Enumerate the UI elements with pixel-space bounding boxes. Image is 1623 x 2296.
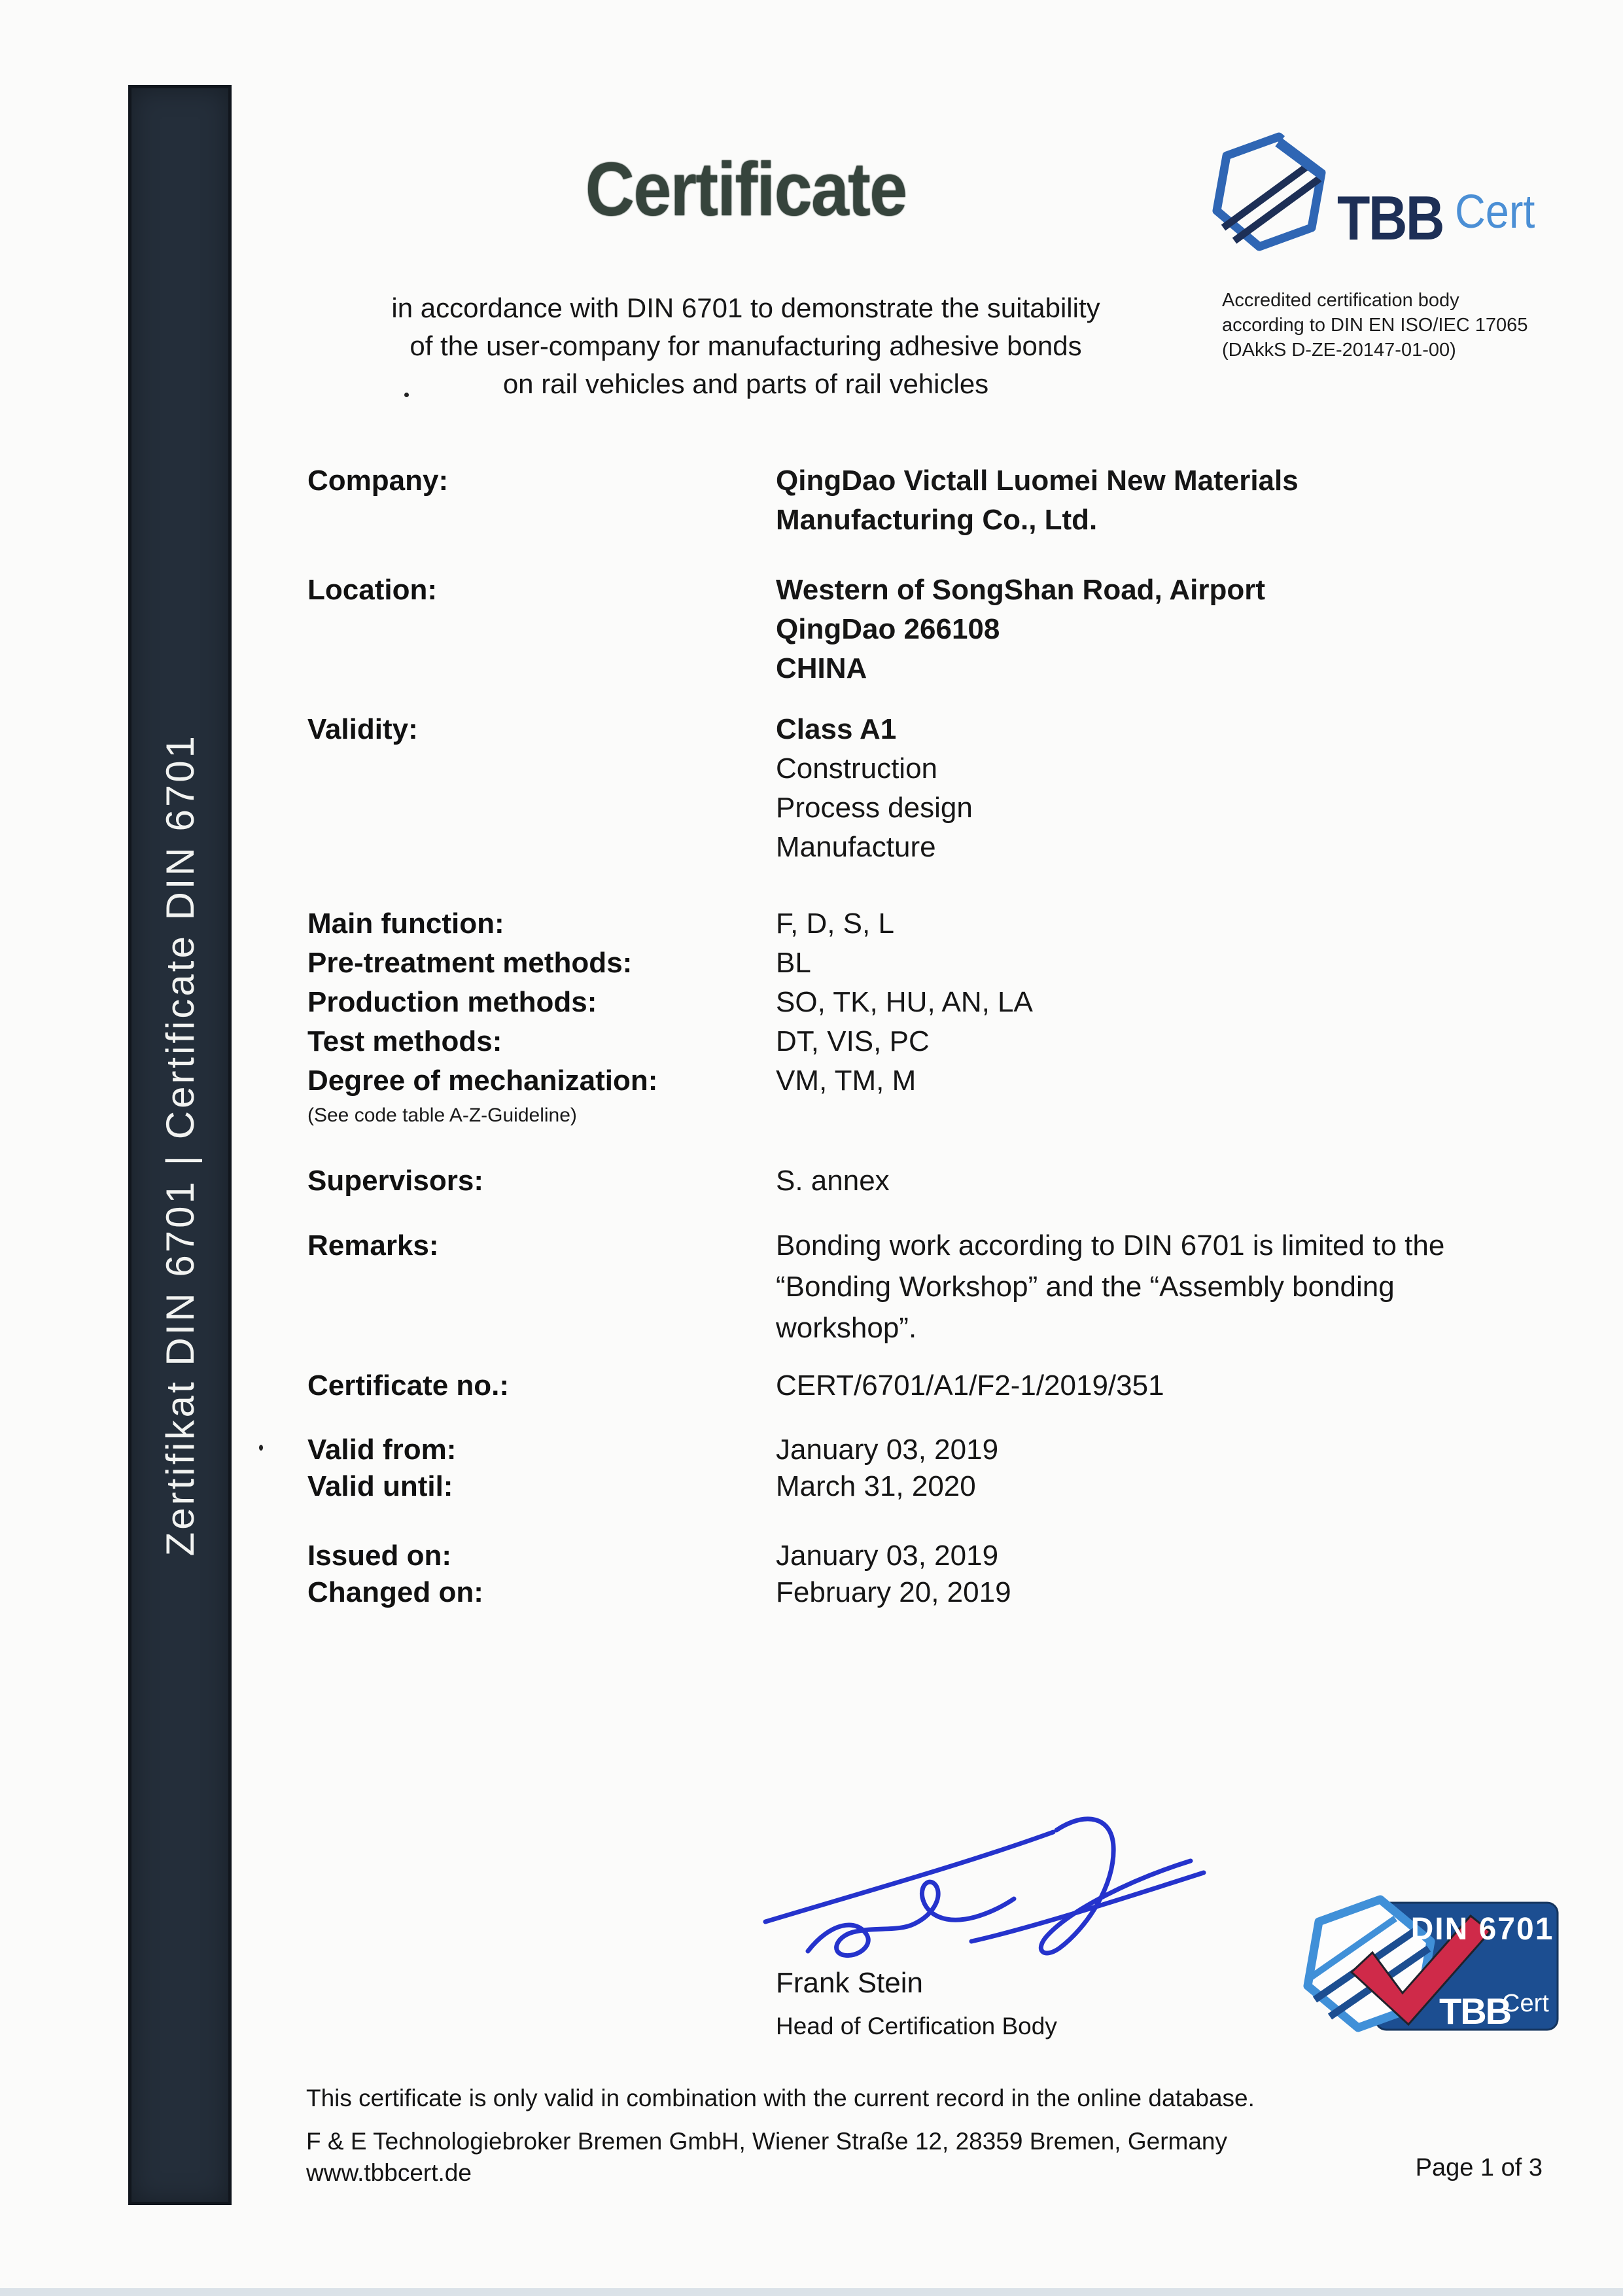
din6701-badge-icon: [1274, 1888, 1562, 2042]
logo-brand: TBB: [1337, 183, 1443, 253]
scan-edge-strip: [0, 2288, 1623, 2296]
badge-din-label: DIN 6701: [1410, 1912, 1554, 1947]
field-row-main-function: Main function: F, D, S, L: [307, 908, 894, 940]
field-row-validity: [307, 710, 1505, 867]
code-table-note: (See code table A-Z-Guideline): [307, 1104, 577, 1126]
field-value: QingDao Victall Luomei New Materials Manufacturing Co., Ltd.: [776, 465, 1299, 536]
signature-icon: [746, 1801, 1243, 1977]
signer-role: Head of Certification Body: [776, 2013, 1057, 2040]
field-row-pre-treatment: Pre-treatment methods: BL: [307, 947, 811, 979]
hexagon-logo-icon: [1212, 130, 1331, 255]
footer-company-line: F & E Technologiebroker Bremen GmbH, Wiener Straße 12, 28359 Bremen, Germany: [306, 2128, 1228, 2155]
footer-website: www.tbbcert.de: [306, 2159, 472, 2186]
field-row-remarks: Remarks: Bonding work according to DIN 6701 is limited to the “Bonding Workshop” and the “Assembly bonding workshop”.: [307, 1225, 1505, 1349]
accreditation-line: (DAkkS D-ZE-20147-01-00): [1222, 340, 1456, 361]
accreditation-line: Accredited certification body: [1222, 290, 1459, 311]
scan-artifact-dot: [259, 1445, 263, 1451]
field-row-valid-until: Valid until: March 31, 2020: [307, 1470, 976, 1502]
accreditation-line: according to DIN EN ISO/IEC 17065: [1222, 315, 1528, 336]
subtitle-line: in accordance with DIN 6701 to demonstrate the suitability: [391, 292, 1100, 323]
signer-name: Frank Stein: [776, 1967, 923, 1999]
field-row-production: Production methods: SO, TK, HU, AN, LA: [307, 986, 1033, 1018]
logo-wordmark: [1337, 183, 1544, 253]
field-label: Validity:: [307, 713, 418, 745]
scan-artifact-dot: [404, 393, 409, 397]
subtitle-line: of the user-company for manufacturing adhesive bonds: [410, 330, 1082, 361]
sidebar-vertical-label: Zertifikat DIN 6701 | Certificate DIN 6701: [158, 733, 202, 1557]
field-row-valid-from: Valid from: January 03, 2019: [307, 1434, 999, 1466]
field-row-issued-on: Issued on: January 03, 2019: [307, 1540, 999, 1572]
field-value: Bonding work according to DIN 6701 is limited to the “Bonding Workshop” and the “Assembly bonding workshop”.: [776, 1229, 1445, 1344]
field-row-company: [307, 461, 1505, 540]
field-row-changed-on: Changed on: February 20, 2019: [307, 1576, 1011, 1608]
badge-brand: TBB: [1439, 1990, 1511, 2032]
badge-brand-suffix: Cert: [1502, 1990, 1549, 2017]
field-row-supervisors: Supervisors: S. annex: [307, 1165, 890, 1197]
footer-validity-note: This certificate is only valid in combination with the current record in the online database.: [306, 2085, 1255, 2111]
field-row-certificate-no: Certificate no.: CERT/6701/A1/F2-1/2019/351: [307, 1369, 1164, 1402]
logo-brand-suffix: Cert: [1455, 186, 1535, 238]
field-label: Company:: [307, 465, 449, 497]
field-row-location: [307, 571, 1505, 688]
field-label: Location:: [307, 574, 437, 606]
field-value: Western of SongShan Road, Airport QingDao 266108 CHINA: [776, 574, 1266, 684]
field-value: Class A1 Construction Process design Manufacture: [776, 713, 973, 863]
tbbcert-logo: [1212, 130, 1544, 255]
field-row-mechanization: Degree of mechanization: VM, TM, M: [307, 1065, 916, 1097]
accreditation-text: [1222, 288, 1527, 362]
field-row-test-methods: Test methods: DT, VIS, PC: [307, 1025, 930, 1057]
subtitle-line: on rail vehicles and parts of rail vehicles: [502, 368, 989, 399]
sidebar-bar: [128, 85, 232, 2205]
page-number: Page 1 of 3: [1415, 2154, 1543, 2181]
page-title: Certificate: [585, 147, 907, 232]
page-subtitle: [340, 289, 1151, 403]
